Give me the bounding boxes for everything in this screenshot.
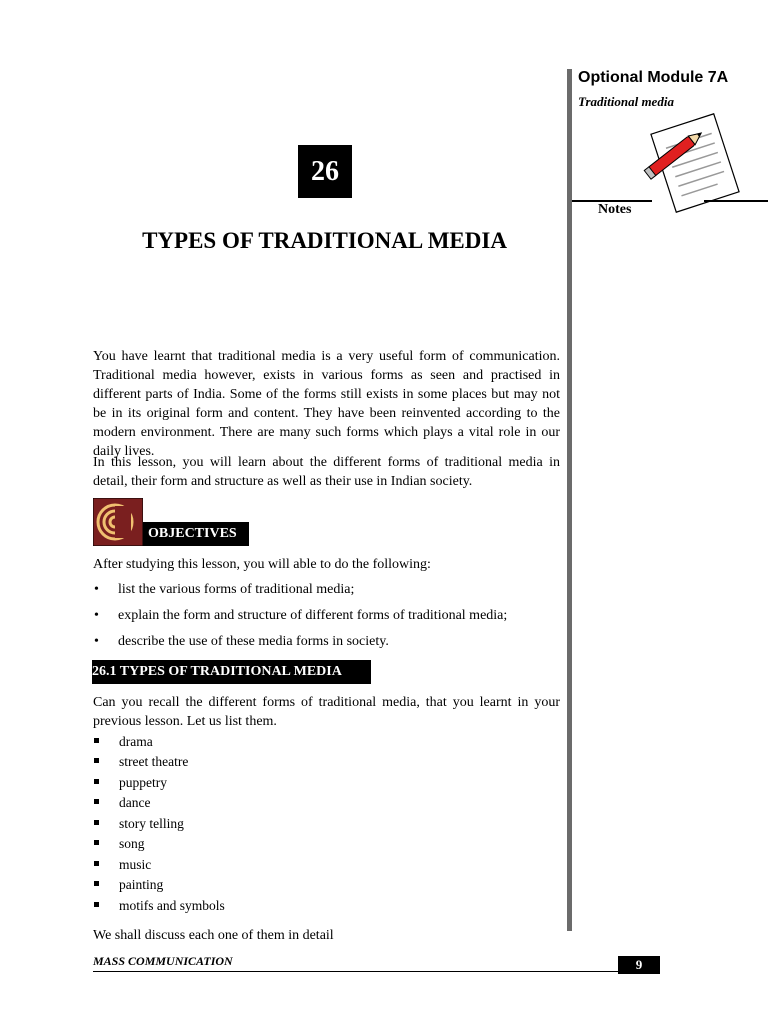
square-bullet-icon: [94, 902, 99, 907]
objectives-intro: After studying this lesson, you will able to do the following:: [93, 557, 431, 572]
intro-paragraph-2: In this lesson, you will learn about the different forms of traditional media in detail, their form and structure as well as their use in Indian society.: [93, 455, 560, 489]
bullet-icon: •: [94, 582, 99, 597]
intro-paragraph-1: You have learnt that traditional media is a very useful form of communication. Traditional media however, exists in various forms as seen and practised in different parts of India. Some of the forms still exists in some places but may not be in its original form and content. They have been reinvented according to the modern environment. There are many such forms which plays a vital role in our daily lives.: [93, 349, 560, 459]
square-bullet-icon: [94, 861, 99, 866]
chapter-number: 26: [298, 145, 352, 198]
square-bullet-icon: [94, 799, 99, 804]
notes-divider-right: [704, 200, 768, 202]
objectives-heading: OBJECTIVES: [143, 522, 249, 546]
square-bullet-icon: [94, 820, 99, 825]
footer-rule: [93, 971, 660, 972]
module-title: Optional Module 7A: [578, 69, 729, 86]
notes-pencil-icon: [640, 108, 740, 214]
bullet-icon: •: [94, 608, 99, 623]
square-bullet-icon: [94, 840, 99, 845]
square-bullet-icon: [94, 758, 99, 763]
margin-rule: [567, 69, 572, 931]
section-heading: 26.1 TYPES OF TRADITIONAL MEDIA: [92, 660, 371, 684]
square-bullet-icon: [94, 738, 99, 743]
section-paragraph: Can you recall the different forms of traditional media, that you learnt in your previous lesson. Let us list them.: [93, 695, 560, 729]
chapter-title: TYPES OF TRADITIONAL MEDIA: [142, 228, 507, 253]
objectives-target-icon: [93, 498, 143, 546]
square-bullet-icon: [94, 881, 99, 886]
closing-line: We shall discuss each one of them in detail: [93, 928, 334, 943]
module-subtitle: Traditional media: [578, 94, 674, 109]
footer-course-label: MASS COMMUNICATION: [93, 954, 233, 968]
page-number: 9: [618, 956, 660, 974]
square-bullet-icon: [94, 779, 99, 784]
notes-label: Notes: [598, 202, 632, 217]
bullet-icon: •: [94, 634, 99, 649]
